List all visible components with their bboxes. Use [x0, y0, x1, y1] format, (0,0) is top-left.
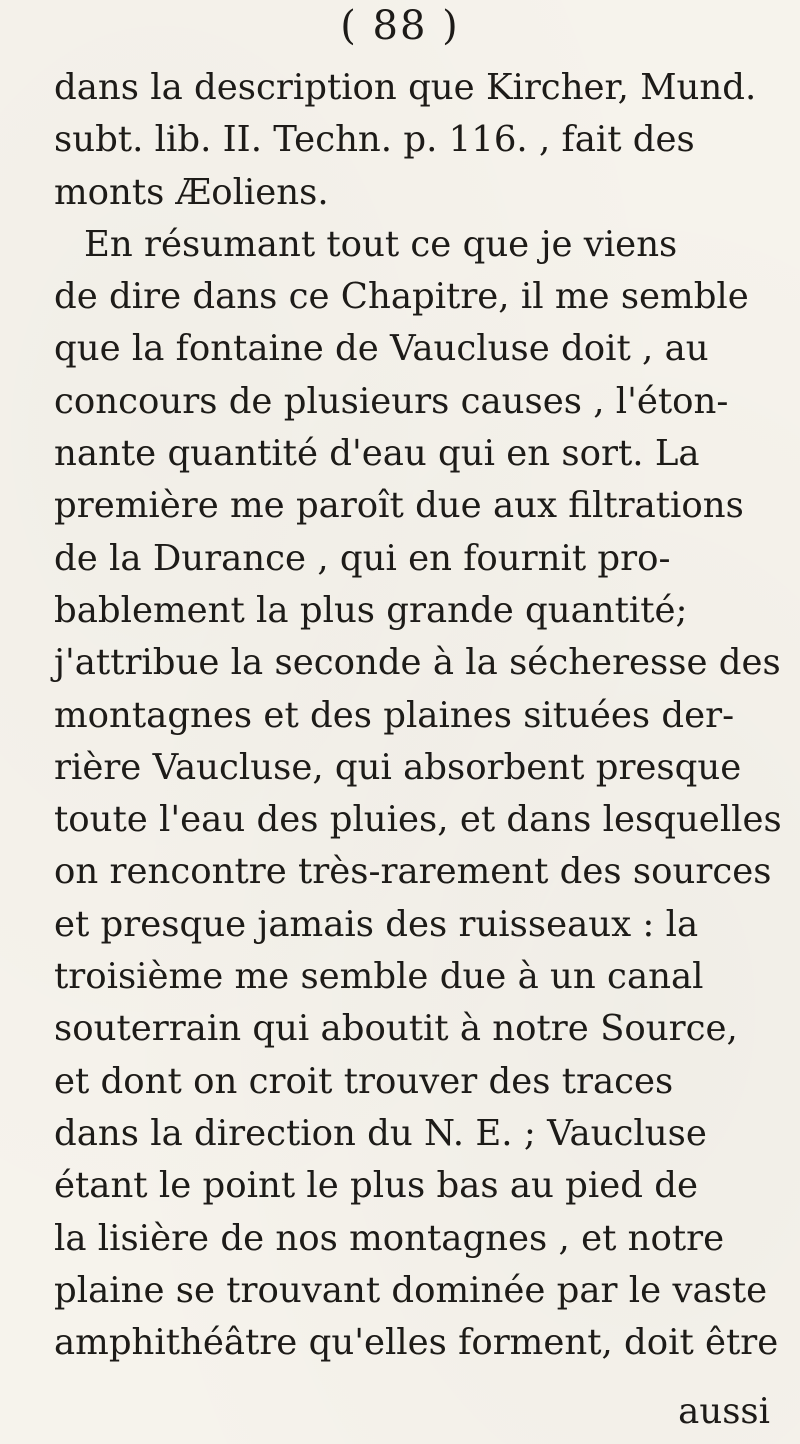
text-line-21: dans la direction du N. E. ; Vaucluse — [54, 1112, 707, 1154]
text-line-2: subt. lib. II. Techn. p. 116. , fait des — [54, 119, 695, 161]
text-line-18: troisième me semble due à un canal — [54, 956, 704, 998]
text-line-13: montagnes et des plaines situées der- — [54, 694, 735, 736]
text-line-4: En résumant tout ce que je viens — [84, 223, 678, 265]
text-line-19: souterrain qui aboutit à notre Source, — [54, 1008, 738, 1050]
text-line-1: dans la description que Kircher, Mund. — [54, 67, 757, 108]
page-number: ( 88 ) — [340, 3, 460, 49]
page-text — [54, 62, 794, 1369]
text-line-8: nante quantité d'eau qui en sort. La — [54, 433, 700, 475]
text-line-20: et dont on croit trouver des traces — [54, 1060, 674, 1102]
text-line-24: plaine se trouvant dominée par le vaste — [54, 1269, 768, 1311]
text-line-12: j'attribue la seconde à la sécheresse des — [54, 642, 781, 684]
text-line-25: amphithéâtre qu'elles forment, doit être — [54, 1322, 779, 1364]
text-line-6: que la fontaine de Vaucluse doit , au — [54, 328, 709, 370]
text-line-7: concours de plusieurs causes , l'éton- — [54, 380, 729, 422]
text-line-17: et presque jamais des ruisseaux : la — [54, 903, 699, 945]
text-line-10: de la Durance , qui en fournit pro- — [54, 537, 671, 579]
text-line-22: étant le point le plus bas au pied de — [54, 1165, 698, 1207]
text-line-11: bablement la plus grande quantité; — [54, 589, 688, 631]
catchword: aussi — [678, 1391, 770, 1432]
text-line-5: de dire dans ce Chapitre, il me semble — [54, 276, 749, 318]
text-line-15: toute l'eau des pluies, et dans lesquelles — [54, 799, 782, 841]
text-line-23: la lisière de nos montagnes , et notre — [54, 1217, 725, 1259]
text-line-9: première me paroît due aux filtrations — [54, 485, 744, 527]
text-line-14: rière Vaucluse, qui absorbent presque — [54, 746, 742, 788]
text-line-3: monts Æoliens. — [54, 171, 329, 213]
text-line-16: on rencontre très-rarement des sources — [54, 851, 772, 893]
